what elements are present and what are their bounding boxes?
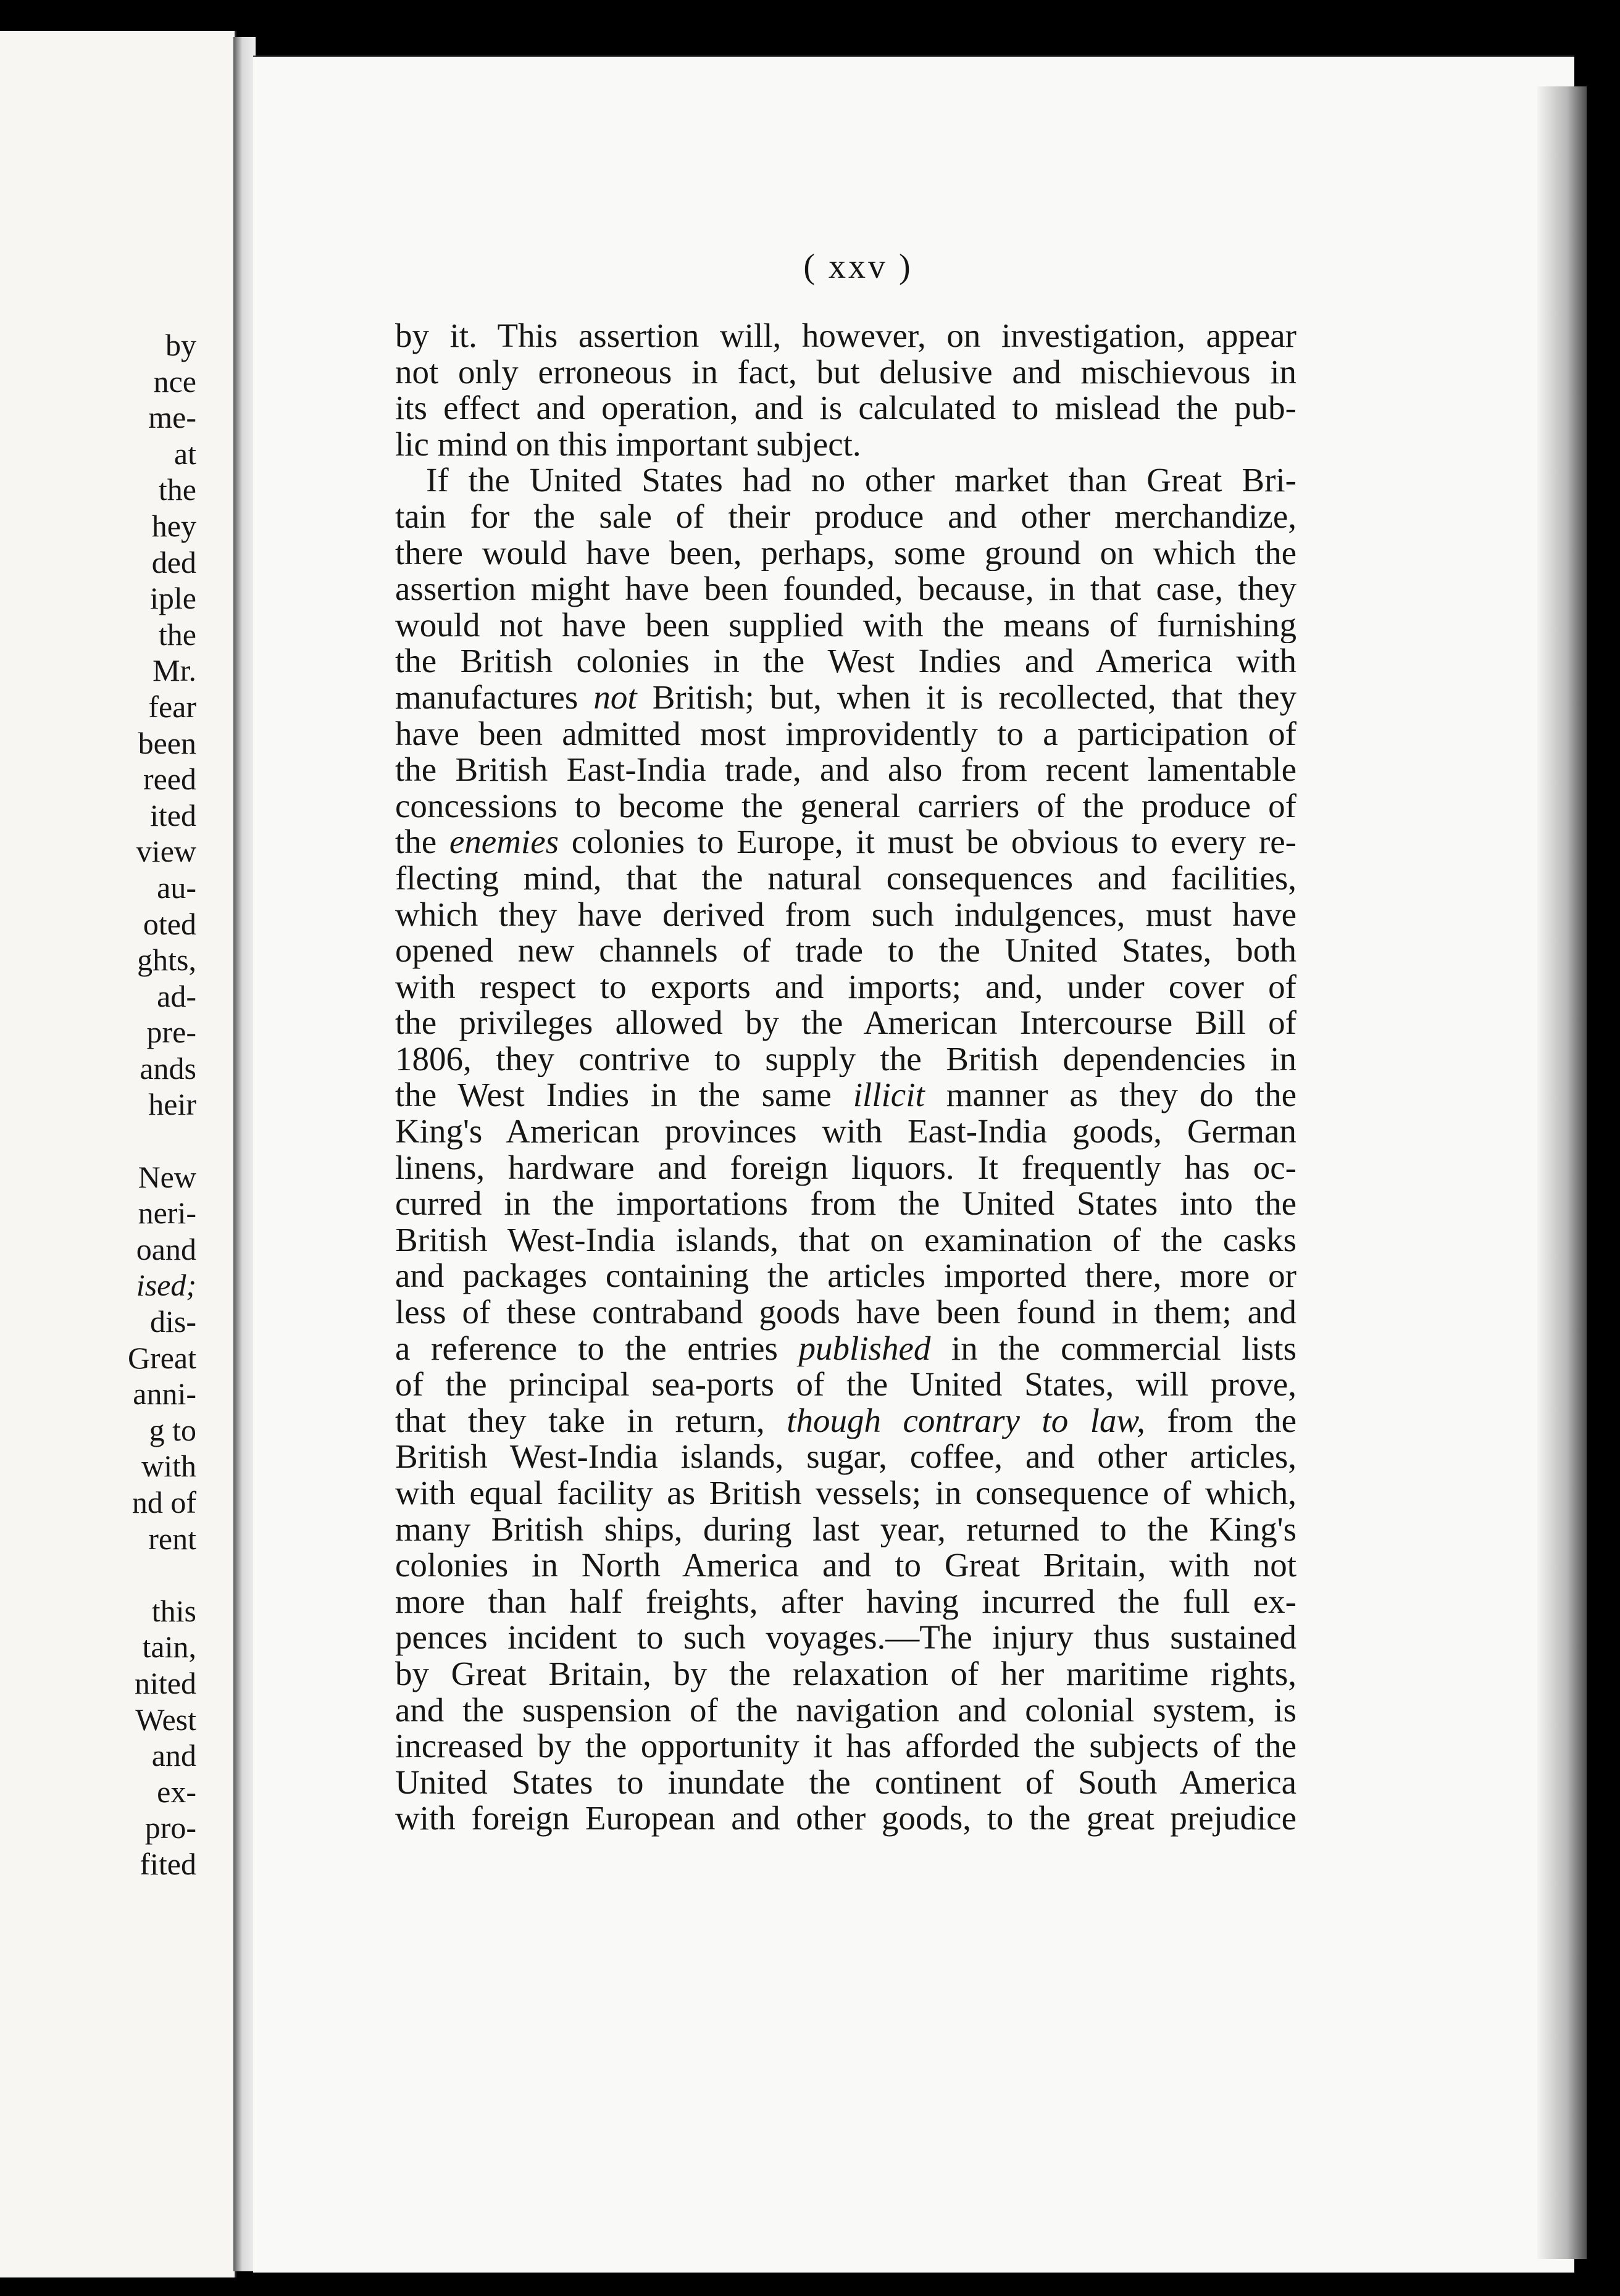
left-fragment: Mr. [152,653,196,688]
text-run: that they take in return, [395,1402,787,1439]
left-fragment: rent [148,1521,196,1556]
book-gutter [233,37,256,2271]
left-fragment: reed [143,762,196,797]
text-line: increased by the opportunity it has afforded the subjects of the [395,1728,1296,1765]
left-fragment: g to [149,1412,196,1447]
left-fragment: ghts, [137,942,196,978]
text-run: the West Indies in the same [395,1077,853,1114]
text-run: in the commercial lists [930,1330,1296,1367]
text-line: of the principal sea-ports of the United States, will prove, [395,1366,1296,1403]
text-line: with equal facility as British vessels; in consequence of which, [395,1475,1296,1512]
left-fragment: pro- [144,1810,196,1845]
left-fragment: been [138,725,196,760]
left-fragment: tain, [142,1629,196,1665]
text-line: by it. This assertion will, however, on investigation, appear [395,318,1296,354]
text-line: the British colonies in the West Indies and America with [395,643,1296,680]
left-fragment: ex- [157,1774,196,1809]
text-line: its effect and operation, and is calculated to mislead the pub- [395,390,1296,426]
left-fragment: with [141,1449,196,1484]
left-fragment: ands [140,1050,196,1086]
left-fragment-gap [0,1557,196,1593]
left-fragment: fited [140,1846,196,1881]
left-fragment: this [151,1593,196,1628]
text-line: concessions to become the general carriers of the produce of [395,788,1296,825]
text-line: lic mind on this important subject. [395,426,861,463]
text-line: King's American provinces with East-India goods, German [395,1113,1296,1150]
text-line: less of these contraband goods have been found in them; and [395,1294,1296,1331]
left-fragment: pre- [146,1015,196,1050]
left-fragment-gap [0,1123,196,1159]
left-fragment: me- [148,400,196,435]
text-run: manner as they do the [924,1077,1296,1114]
text-run: British; but, when it is recollected, that they [637,679,1296,716]
text-line: by Great Britain, by the relaxation of her maritime rights, [395,1655,1296,1692]
text-line: opened new channels of trade to the United States, both [395,933,1296,969]
text-line: more than half freights, after having incurred the full ex- [395,1583,1296,1620]
left-fragment: fear [148,689,196,724]
text-run: manufactures [395,679,594,716]
text-line: would not have been supplied with the means of furnishing [395,607,1296,644]
text-line: British West-India islands, that on examination of the casks [395,1221,1296,1258]
page-number: ( xxv ) [803,247,913,286]
text-line: with respect to exports and imports; and, under cover of [395,968,1296,1005]
left-fragment: oted [143,906,196,941]
text-line: 1806, they contrive to supply the British dependencies in [395,1041,1296,1078]
left-fragment: and [151,1738,196,1773]
left-fragment: au- [157,870,196,905]
text-line: and packages containing the articles imported there, more or [395,1258,1296,1295]
left-fragment: neri- [138,1196,196,1231]
text-line: linens, hardware and foreign liquors. It frequently has oc- [395,1149,1296,1186]
text-line: flecting mind, that the natural consequences and facilities, [395,860,1296,897]
text-line: assertion might have been founded, because, in that case, they [395,571,1296,607]
left-fragment: the [158,472,196,507]
left-fragment: ited [150,797,196,833]
left-fragment: dis- [150,1304,196,1339]
body-text [395,318,1296,1837]
left-fragment: ad- [157,978,196,1013]
left-fragment: view [136,834,196,869]
italic-text-run: published [798,1330,931,1367]
left-fragment: oand [136,1231,196,1267]
text-line: the privileges allowed by the American Intercourse Bill of [395,1005,1296,1041]
left-fragment: by [165,328,196,362]
left-page-text-fragments [0,327,196,1882]
left-fragment: West [135,1702,196,1737]
text-line: If the United States had no other market than Great Bri- [426,462,1296,499]
left-fragment: nited [135,1665,196,1700]
italic-text-run: though contrary to law, [787,1402,1145,1439]
left-fragment: Great [127,1340,196,1375]
text-line: the British East-India trade, and also from recent lamentable [395,752,1296,788]
text-line: there would have been, perhaps, some ground on which the [395,534,1296,572]
left-fragment: hey [151,508,196,543]
text-line: with foreign European and other goods, to the great prejudice [395,1800,1296,1837]
text-line: British West-India islands, sugar, coffee, and other articles, [395,1439,1296,1475]
text-line: pences incident to such voyages.—The injury thus sustained [395,1620,1296,1656]
text-line: and the suspension of the navigation and colonial system, is [395,1692,1296,1729]
text-run: from the [1145,1402,1296,1439]
text-line: have been admitted most improvidently to a participation of [395,715,1296,752]
left-fragment: anni- [133,1376,196,1412]
text-line: tain for the sale of their produce and other merchandize, [395,498,1296,535]
text-run: colonies to Europe, it must be obvious to every re- [559,824,1296,860]
left-fragment: heir [148,1087,196,1122]
text-run: a reference to the entries [395,1330,799,1367]
text-line: which they have derived from such indulgences, must have [395,896,1296,933]
left-fragment: ded [151,544,196,580]
page-edge-shadow [1537,86,1587,2259]
text-line [395,680,1296,716]
text-line [395,1077,1296,1113]
left-fragment: ised; [136,1268,196,1303]
left-fragment: New [138,1159,196,1194]
text-line: colonies in North America and to Great Britain, with not [395,1547,1296,1584]
text-line: not only erroneous in fact, but delusive and mischievous in [395,354,1296,391]
italic-text-run: illicit [853,1077,925,1114]
left-fragment: iple [150,581,196,616]
text-line: many British ships, during last year, returned to the King's [395,1511,1296,1548]
text-line [395,1331,1296,1367]
italic-text-run: not [593,679,637,716]
left-fragment: nce [153,364,196,399]
text-line [395,824,1296,860]
left-fragment: the [158,617,196,652]
text-line: United States to inundate the continent of South America [395,1764,1296,1801]
text-line [395,1403,1296,1439]
left-fragment: nd of [132,1485,196,1520]
italic-text-run: enemies [449,824,559,860]
left-fragment: at [173,436,196,471]
text-line: curred in the importations from the United States into the [395,1186,1296,1222]
text-run: the [395,824,449,860]
